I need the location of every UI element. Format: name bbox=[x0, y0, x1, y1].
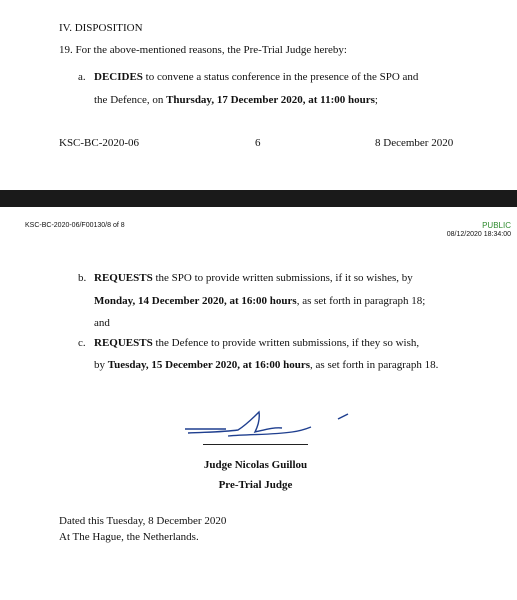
item-b-line-2-post: , as set forth in paragraph 18; bbox=[296, 295, 426, 307]
dated-line: Dated this Tuesday, 8 December 2020 bbox=[59, 515, 227, 527]
page-separator bbox=[0, 190, 517, 207]
judge-name: Judge Nicolas Guillou bbox=[203, 459, 308, 471]
item-c-line-2-post: , as set forth in paragraph 18. bbox=[310, 359, 439, 371]
item-c-marker: c. bbox=[78, 337, 86, 349]
place-line: At The Hague, the Netherlands. bbox=[59, 531, 199, 543]
footer-date: 8 December 2020 bbox=[375, 137, 454, 149]
and-connector: and bbox=[94, 317, 110, 329]
status-conference-date: Thursday, 17 December 2020, at 11:00 hours bbox=[166, 94, 375, 106]
footer-page-number: 6 bbox=[255, 137, 261, 149]
header-stamp bbox=[447, 221, 511, 239]
item-a-line-1-text: to convene a status conference in the presence of the SPO and bbox=[142, 71, 419, 83]
footer-case-number: KSC-BC-2020-06 bbox=[59, 137, 140, 149]
signature-image bbox=[180, 408, 355, 448]
item-b-line-1 bbox=[94, 271, 413, 285]
requests-keyword-b: REQUESTS bbox=[94, 272, 153, 284]
header-doc-id: KSC-BC-2020-06/F00130/8 of 8 bbox=[25, 222, 125, 229]
decides-keyword: DECIDES bbox=[94, 71, 143, 83]
judge-title: Pre-Trial Judge bbox=[218, 479, 293, 491]
defence-deadline: Tuesday, 15 December 2020, at 16:00 hours bbox=[107, 359, 311, 371]
item-b-line-2 bbox=[94, 294, 425, 308]
requests-keyword-c: REQUESTS bbox=[94, 337, 153, 349]
signature-tick bbox=[338, 414, 348, 419]
item-a-line-2-pre: the Defence, on bbox=[94, 94, 167, 106]
item-a-line-1 bbox=[94, 70, 418, 84]
item-c-line-1 bbox=[94, 336, 419, 350]
item-a-marker: a. bbox=[78, 71, 86, 83]
header-timestamp: 08/12/2020 18:34:00 bbox=[446, 231, 511, 238]
paragraph-19: 19. For the above-mentioned reasons, the Pre-Trial Judge hereby: bbox=[59, 44, 347, 56]
item-a-line-2 bbox=[94, 93, 378, 107]
signature-stroke-2 bbox=[188, 412, 282, 433]
spo-deadline: Monday, 14 December 2020, at 16:00 hours bbox=[94, 295, 297, 307]
item-b-line-1-text: the SPO to provide written submissions, if it so wishes, by bbox=[152, 272, 413, 284]
item-b-marker: b. bbox=[78, 272, 87, 284]
item-c-line-1-text: the Defence to provide written submissions, if they so wish, bbox=[152, 337, 420, 349]
section-heading: IV. DISPOSITION bbox=[59, 22, 143, 34]
item-c-line-2-pre: by bbox=[94, 359, 108, 371]
classification-label: PUBLIC bbox=[482, 221, 511, 230]
item-a-line-2-post: ; bbox=[374, 94, 378, 106]
item-c-line-2 bbox=[94, 358, 438, 372]
signature-line bbox=[203, 444, 308, 445]
